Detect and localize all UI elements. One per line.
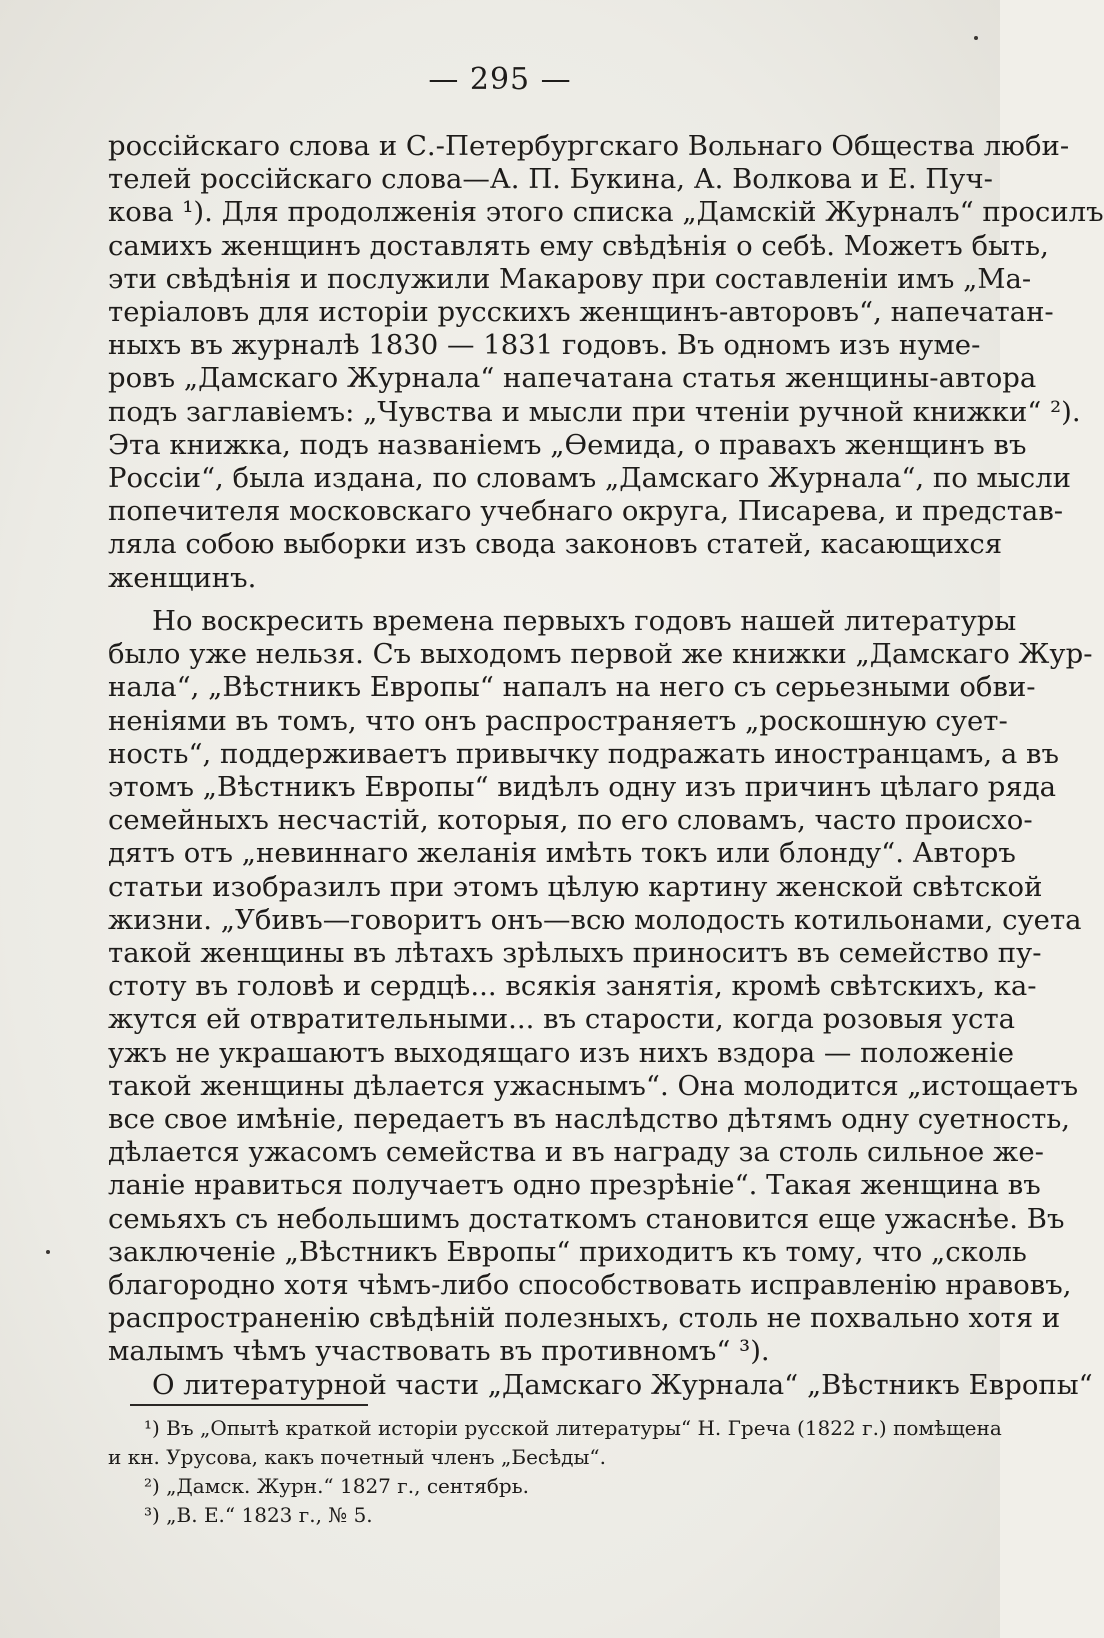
text-line: малымъ чѣмъ участвовать въ противномъ“ ³). [108,1335,770,1368]
text-line: все свое имѣніе, передаетъ въ наслѣдство дѣтямъ одну суетность, [108,1103,1071,1136]
page-number: — 295 — [428,62,572,97]
text-line: Но воскресить времена первыхъ годовъ нашей литературы [152,605,1017,637]
text-line: было уже нельзя. Съ выходомъ первой же книжки „Дамскаго Жур- [108,638,1093,671]
text-line: распространенію свѣдѣній полезныхъ, столь не похвально хотя и [108,1302,1061,1335]
footnote-line: и кн. Урусова, какъ почетный членъ „Бесѣды“. [108,1445,606,1469]
page-speck [974,36,978,40]
text-line: женщинъ. [108,561,257,594]
page-speck [46,1250,50,1254]
paragraph-1 [108,130,1104,595]
text-line: ровъ „Дамскаго Журнала“ напечатана статья женщины-автора [108,362,1037,395]
text-line: этомъ „Вѣстникъ Европы“ видѣлъ одну изъ причинъ цѣлаго ряда [108,771,1057,804]
text-line: дѣлается ужасомъ семейства и въ награду за столь сильное же- [108,1136,1044,1169]
text-line: ужъ не украшаютъ выходящаго изъ нихъ вздора — положеніе [108,1036,1014,1069]
text-line: Эта книжка, подъ названіемъ „Ѳемида, о правахъ женщинъ въ [108,428,1027,461]
text-line: Россіи“, была издана, по словамъ „Дамскаго Журнала“, по мысли [108,462,1071,495]
text-line: теріаловъ для исторіи русскихъ женщинъ-авторовъ“, напечатан- [108,296,1054,329]
text-line: дятъ отъ „невиннаго желанія имѣть токъ или блонду“. Авторъ [108,837,1016,870]
text-line: семейныхъ несчастій, которыя, по его словамъ, часто происхо- [108,804,1033,837]
footnote-line: ³) „В. Е.“ 1823 г., № 5. [144,1503,373,1527]
text-line: такой женщины дѣлается ужаснымъ“. Она молодится „истощаетъ [108,1069,1079,1102]
text-line: попечителя московскаго учебнаго округа, Писарева, и представ- [108,495,1064,528]
text-line: жутся ей отвратительными... въ старости, когда розовыя уста [108,1003,1016,1036]
text-line: эти свѣдѣнія и послужили Макарову при составленіи имъ „Ма- [108,262,1032,295]
text-line: ность“, поддерживаетъ привычку подражать иностранцамъ, а въ [108,737,1059,770]
text-line: жизни. „Убивъ—говоритъ онъ—всю молодость котильонами, суета [108,903,1082,936]
text-line: россійскаго слова и С.-Петербургскаго Вольнаго Общества люби- [108,130,1070,162]
footnotes [108,1414,1002,1530]
text-line: телей россійскаго слова—А. П. Букина, А. Волкова и Е. Пуч- [108,163,993,196]
footnote-line: ¹) Въ „Опытѣ краткой исторіи русской литературы“ Н. Греча (1822 г.) помѣщена [144,1416,1002,1440]
text-line: такой женщины въ лѣтахъ зрѣлыхъ приноситъ въ семейство пу- [108,937,1042,970]
paragraph-2 [108,605,1093,1402]
text-line: семьяхъ съ небольшимъ достаткомъ становится еще ужаснѣе. Въ [108,1202,1065,1235]
text-line: кова ¹). Для продолженія этого списка „Дамскій Журналъ“ просилъ [108,196,1104,229]
text-line: статьи изобразилъ при этомъ цѣлую картину женской свѣтской [108,870,1043,903]
text-line: неніями въ томъ, что онъ распространяетъ „роскошную сует- [108,704,1008,737]
text-line: стоту въ головѣ и сердцѣ... всякія занятія, кромѣ свѣтскихъ, ка- [108,970,1037,1003]
text-line: О литературной части „Дамскаго Журнала“ „Вѣстникъ Европы“ [152,1368,1093,1401]
text-line: нала“, „Вѣстникъ Европы“ напалъ на него съ серьезными обви- [108,671,1036,704]
text-line: подъ заглавіемъ: „Чувства и мысли при чтеніи ручной книжки“ ²). [108,395,1081,428]
text-line: ныхъ въ журналѣ 1830 — 1831 годовъ. Въ одномъ изъ нуме- [108,329,981,362]
footnote-divider [130,1404,368,1406]
text-line: ланіе нравиться получаетъ одно презрѣніе“. Такая женщина въ [108,1169,1041,1202]
text-line: заключеніе „Вѣстникъ Европы“ приходитъ къ тому, что „сколь [108,1235,1027,1268]
text-line: ляла собою выборки изъ свода законовъ статей, касающихся [108,528,1003,561]
text-line: благородно хотя чѣмъ-либо способствовать исправленію нравовъ, [108,1269,1072,1302]
footnote-line: ²) „Дамск. Журн.“ 1827 г., сентябрь. [144,1474,529,1498]
text-line: самихъ женщинъ доставлять ему свѣдѣнія о себѣ. Можетъ быть, [108,229,1049,262]
